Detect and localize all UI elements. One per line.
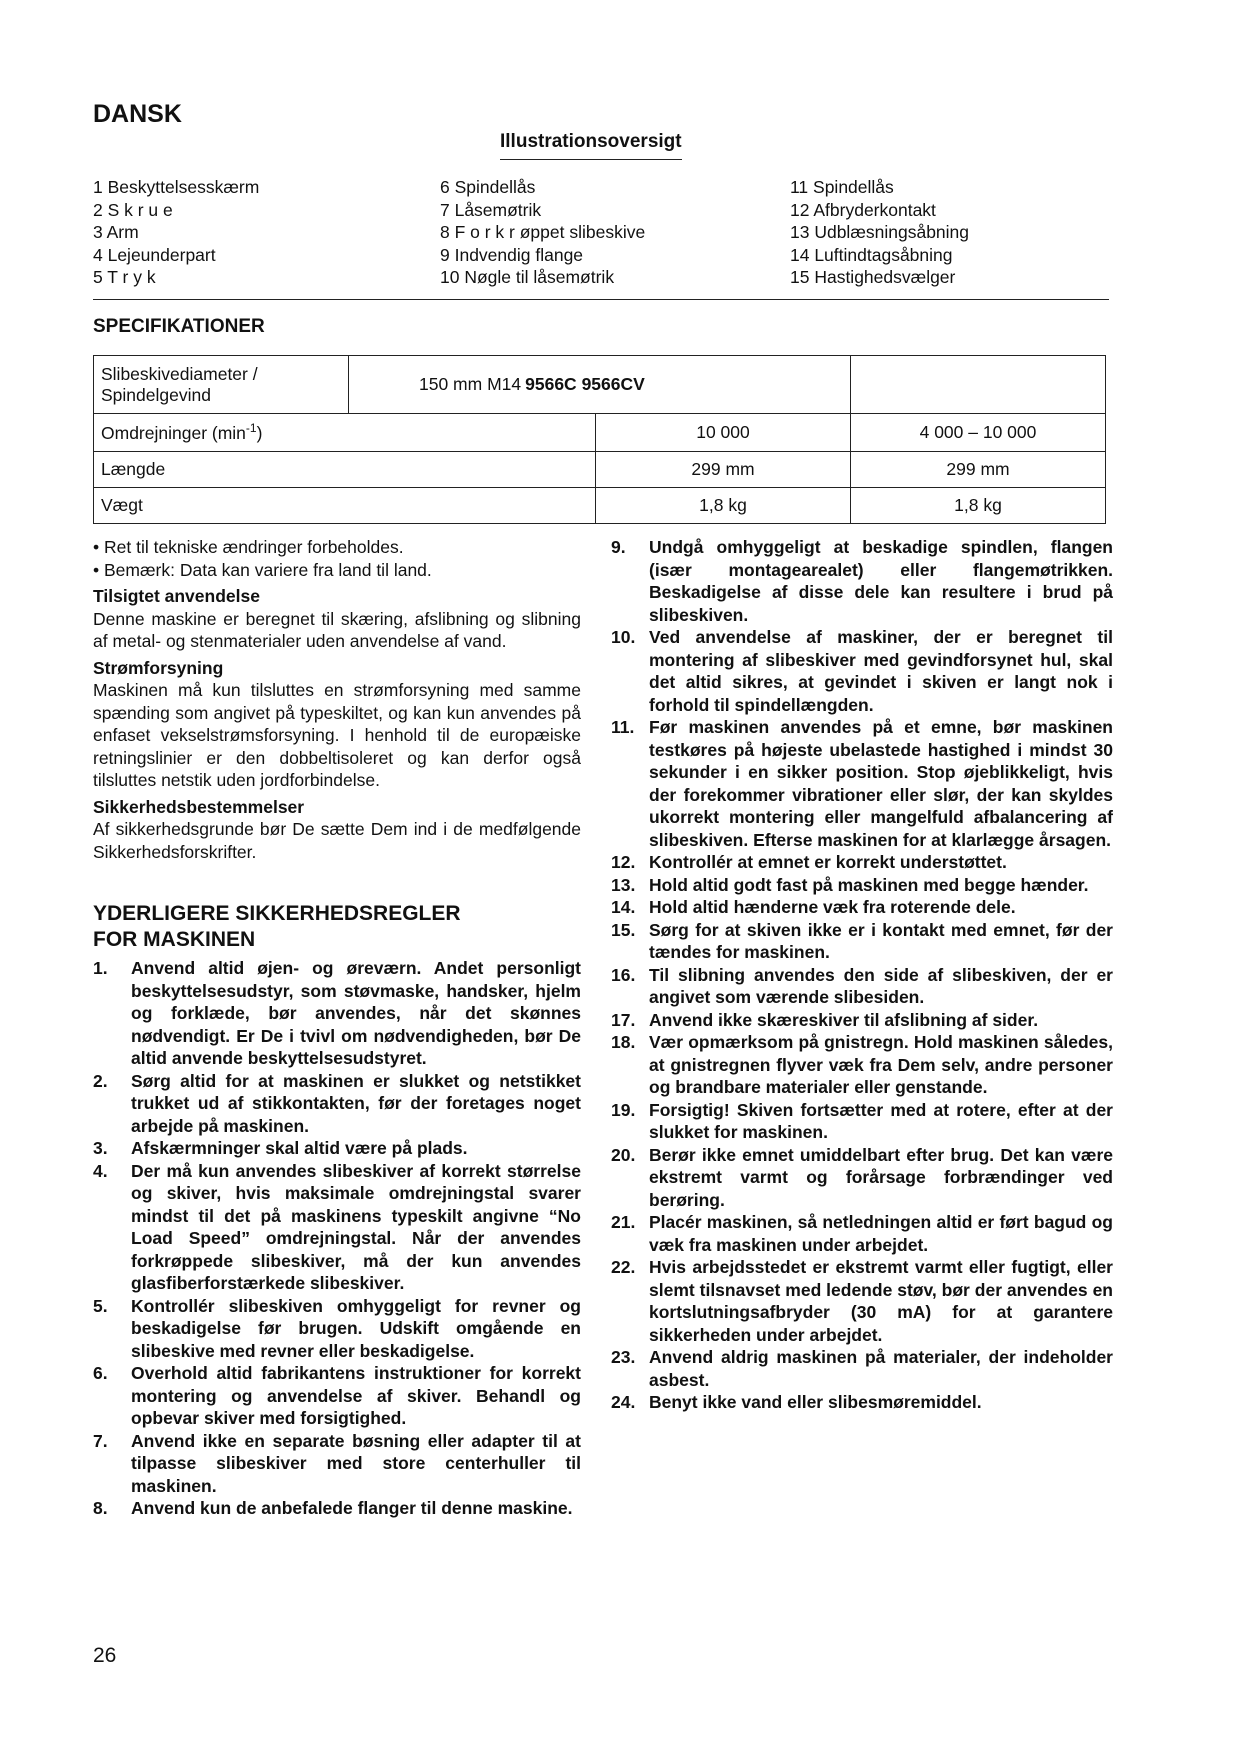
weight-label-cell: Vægt xyxy=(94,488,596,524)
list-item: 10. Ved anvendelse af maskiner, der er beregnet til montering af slibeskiver med gevindforsynet hul, skal det altid sikres, at gevindet i skiven er langt nok i forhold til spindellængden. xyxy=(611,627,1113,715)
list-item: 1. Anvend altid øjen- og øreværn. Andet personligt beskyttelsesudstyr, som støvmaske, handsker, hjelm og forklæde, bør anvendes, når det skønnes nødvendigt. Er De i tvivl om nødvendigheden, bør De altid anvende beskyttelsesudstyret. xyxy=(93,958,581,1068)
length-label-cell: Længde xyxy=(94,452,596,488)
diameter-label-cell xyxy=(94,356,349,414)
list-item: 21. Placér maskinen, så netledningen altid er ført bagud og væk fra maskinen under arbejdet. xyxy=(611,1212,1113,1255)
length-value-9566c: 299 mm xyxy=(596,452,851,488)
left-column xyxy=(93,536,581,1520)
list-item: 5. Kontrollér slibeskiven omhyggeligt for revner og beskadigelse før brugen. Udskift omgående en slibeskive med revner eller beskadigelse. xyxy=(93,1295,581,1361)
list-item: 22. Hvis arbejdsstedet er ekstremt varmt eller fugtigt, eller slemt tilsnavset med ledende støv, bør der anvendes en kortslutningsafbryder (30 mA) for at garantere sikkerheden under arbejdet. xyxy=(611,1257,1113,1345)
list-item: 20. Berør ikke emnet umiddelbart efter brug. Det kan være ekstremt varmt og forårsage forbrændinger ved berøring. xyxy=(611,1144,1113,1210)
list-item: 6. Overhold altid fabrikantens instruktioner for korrekt montering og anvendelse af skiver. Behandl og opbevar skiver med forsigtighed. xyxy=(93,1363,581,1428)
safety-text: Af sikkerhedsgrunde bør De sætte Dem ind i de medfølgende Sikkerhedsforskrifter. xyxy=(93,819,581,862)
page-number: 26 xyxy=(93,1644,117,1667)
rules-heading-line1: YDERLIGERE SIKKERHEDSREGLER xyxy=(93,902,461,925)
specifications-heading: SPECIFIKATIONER xyxy=(93,316,265,337)
rpm-value-9566c: 10 000 xyxy=(596,414,851,452)
legend-item: 15 Hastighedsvælger xyxy=(790,267,956,287)
list-item: 4. Der må kun anvendes slibeskiver af korrekt størrelse og skiver, hvis maksimale omdrejningstal svarer mindst til det på maskinens typeskilt angivne “No Load Speed” omdrejningstal. Når der anvendes forkrøppede slibeskiver, må der kun anvendes glasfiberforstærkede slibeskiver. xyxy=(93,1160,581,1293)
rpm-label-superscript: -1 xyxy=(245,421,257,436)
model-9566cv: 9566CV xyxy=(581,374,645,394)
weight-value-9566cv: 1,8 kg xyxy=(851,488,1106,524)
list-item: 8. Anvend kun de anbefalede flanger til denne maskine. xyxy=(93,1498,573,1518)
list-item: 12. Kontrollér at emnet er korrekt understøttet. xyxy=(611,852,1007,872)
diameter-value-cell xyxy=(349,356,851,414)
diameter-value: 150 mm M14 xyxy=(419,374,522,394)
rpm-label-cell xyxy=(94,414,596,452)
safety-rules-list-left xyxy=(93,957,581,1520)
legend-item: 10 Nøgle til låsemøtrik xyxy=(440,267,615,287)
legend-column-3 xyxy=(790,176,969,289)
legend-divider xyxy=(93,299,1109,300)
rpm-value-9566cv: 4 000 – 10 000 xyxy=(851,414,1106,452)
list-item: 9. Undgå omhyggeligt at beskadige spindlen, flangen (især montagearealet) eller flangemøtrikken. Beskadigelse af disse dele kan resultere i brud på slibeskiven. xyxy=(611,537,1113,625)
specifications-table xyxy=(93,355,1106,524)
legend-item: 13 Udblæsningsåbning xyxy=(790,222,970,242)
list-item: 23. Anvend aldrig maskinen på materialer, der indeholder asbest. xyxy=(611,1347,1113,1390)
model-9566c: 9566C xyxy=(525,374,577,394)
power-supply-text: Maskinen må kun tilsluttes en strømforsyning med samme spænding som angivet på typeskiltet, og kan kun anvendes på enfaset vekselstrømsforsyning. I henhold til de europæiske retningslinier er den dobbeltisoleret og kan derfor også tilsluttes netstik uden jordforbindelse. xyxy=(93,680,581,790)
table-row xyxy=(94,488,1106,524)
legend-item: 4 Lejeunderpart xyxy=(93,244,216,265)
weight-value-9566c: 1,8 kg xyxy=(596,488,851,524)
legend-column-1 xyxy=(93,176,259,289)
list-item: 17. Anvend ikke skæreskiver til afslibning af sider. xyxy=(611,1009,1039,1030)
intended-use-heading: Tilsigtet anvendelse xyxy=(93,586,260,606)
list-item: 16. Til slibning anvendes den side af slibeskiven, der er angivet som værende slibesiden. xyxy=(611,964,1113,1007)
legend-item: 11 Spindellås xyxy=(790,177,894,197)
list-item: 15. Sørg for at skiven ikke er i kontakt med emnet, før der tændes for maskinen. xyxy=(611,919,1113,962)
diameter-label-line1: Slibeskivediameter / xyxy=(101,363,258,384)
rules-heading-line2: FOR MASKINEN xyxy=(93,928,256,951)
legend-item: 5 T r y k xyxy=(93,267,156,287)
illustration-overview-title: Illustrationsoversigt xyxy=(500,131,682,160)
list-item: 2. Sørg altid for at maskinen er slukket og netstikket trukket ud af stikkontakten, før der foretages noget arbejde på maskinen. xyxy=(93,1070,581,1136)
right-column xyxy=(611,536,1113,1414)
length-value-9566cv: 299 mm xyxy=(851,452,1106,488)
legend-item: 8 F o r k r øppet slibeskive xyxy=(440,222,646,242)
list-item: 11. Før maskinen anvendes på et emne, bør maskinen testkøres på højeste ubelastede hastighed i mindst 30 sekunder i en sikker position. Stop øjeblikkeligt, hvis der forekommer vibrationer eller slør, der kan skyldes ukorrekt montering eller mangelfuld afbalancering af slibeskiven. Efterse maskinen for at klarlægge årsagen. xyxy=(611,717,1113,850)
list-item: 14. Hold altid hænderne væk fra roterende dele. xyxy=(611,897,1016,917)
note-bullet: • Ret til tekniske ændringer forbeholdes. xyxy=(93,537,404,557)
legend-item: 14 Luftindtagsåbning xyxy=(790,244,953,265)
table-row xyxy=(94,452,1106,488)
legend-item: 3 Arm xyxy=(93,222,139,242)
safety-rules-list-right xyxy=(611,536,1113,1414)
rpm-label: Omdrejninger (min xyxy=(101,422,246,443)
note-bullet: • Bemærk: Data kan variere fra land til land. xyxy=(93,559,432,580)
list-item: 7. Anvend ikke en separate bøsning eller adapter til at tilpasse slibeskiver med store centerhuller til maskinen. xyxy=(93,1430,581,1496)
legend-item: 12 Afbryderkontakt xyxy=(790,199,936,220)
list-item: 3. Afskærmninger skal altid være på plads. xyxy=(93,1138,468,1158)
table-row xyxy=(94,414,1106,452)
intended-use-text: Denne maskine er beregnet til skæring, afslibning og slibning af metal- og stenmaterialer uden anvendelse af vand. xyxy=(93,608,581,651)
rpm-label-suffix: ) xyxy=(256,422,263,443)
power-supply-heading: Strømforsyning xyxy=(93,657,224,678)
legend-item: 9 Indvendig flange xyxy=(440,244,584,265)
list-item: 13. Hold altid godt fast på maskinen med begge hænder. xyxy=(611,874,1089,895)
list-item: 19. Forsigtig! Skiven fortsætter med at rotere, efter at der slukket for maskinen. xyxy=(611,1099,1113,1142)
legend-item: 1 Beskyttelsesskærm xyxy=(93,177,260,197)
safety-heading: Sikkerhedsbestemmelser xyxy=(93,796,305,817)
legend-item: 6 Spindellås xyxy=(440,177,536,197)
table-row xyxy=(94,356,1106,414)
additional-safety-rules-heading xyxy=(93,901,581,953)
legend-column-2 xyxy=(440,176,645,289)
legend-item: 7 Låsemøtrik xyxy=(440,199,542,220)
language-heading: DANSK xyxy=(93,100,182,128)
diameter-label-line2: Spindelgevind xyxy=(101,384,211,405)
list-item: 24. Benyt ikke vand eller slibesmøremiddel. xyxy=(611,1392,982,1412)
list-item: 18. Vær opmærksom på gnistregn. Hold maskinen således, at gnistregnen flyver væk fra Dem selv, andre personer og brandbare materialer eller genstande. xyxy=(611,1032,1113,1097)
empty-cell xyxy=(851,356,1106,414)
legend-item: 2 S k r u e xyxy=(93,199,173,220)
